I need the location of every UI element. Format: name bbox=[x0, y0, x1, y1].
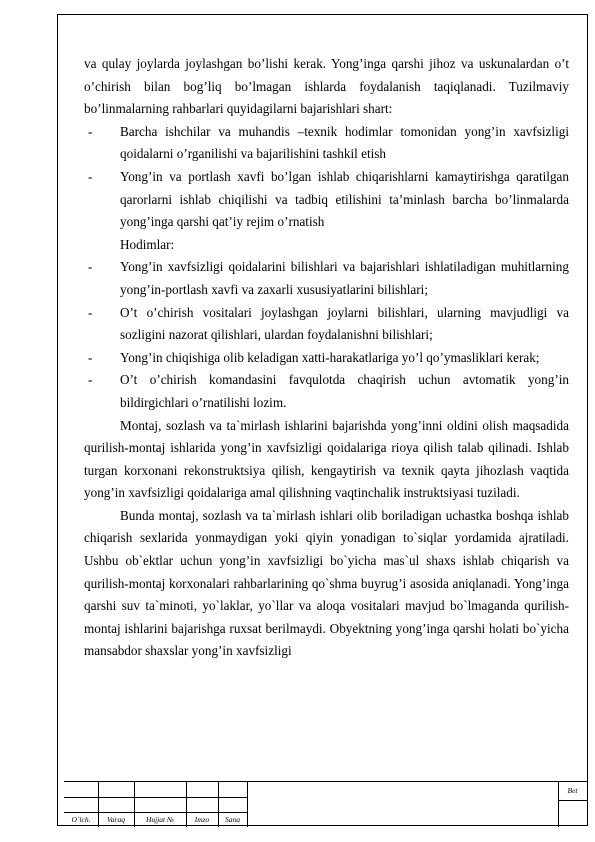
list-item-text: Barcha ishchilar va muhandis –texnik hodimlar tomonidan yong’in xavfsizligi qoidalarni o’rganilishi va bajarilishini tashkil etish bbox=[120, 123, 569, 162]
list-item bbox=[84, 369, 569, 414]
list-item bbox=[84, 166, 569, 234]
stamp-label-varaq: Varaq bbox=[107, 815, 125, 824]
stamp-label-bet: Bet bbox=[567, 786, 578, 795]
stamp-row-line bbox=[64, 812, 247, 813]
document-body bbox=[84, 53, 569, 663]
list-item-text: Yong’in xavfsizligi qoidalarini bilishlari va bajarishlari ishlatiladigan muhitlarning yong’in-portlash xavfi va zaxarli xususiyatlarini bilishlari; bbox=[120, 259, 569, 297]
list-item bbox=[84, 347, 569, 370]
staff-heading: Hodimlar: bbox=[120, 236, 175, 252]
list-item-text: Yong’in chiqishiga olib keladigan xatti-harakatlariga yo’l qo’ymasliklari kerak; bbox=[120, 349, 540, 365]
paragraph-montaj: Montaj, sozlash va ta`mirlash ishlarini bajarishda yong’inni oldini olish maqsadida qurilish-montaj ishlarida yong’in xavfsizligi qoidalariga rioya qilish talab qilinadi. Ishlab turgan korxonani rekonstruktsiya qilish, kengaytirish va texnik qayta jihozlash vaqtida yong’in xavfsizligi qoidalariga amal qilishning vaqtinchalik instruktsiyasi tuziladi. bbox=[84, 417, 569, 501]
stamp-row-line bbox=[64, 797, 247, 798]
list-item-text: O’t o’chirish komandasini favqulotda chaqirish uchun avtomatik yong’in bildirgichlari o’rnatilishi lozim. bbox=[120, 372, 569, 410]
bullet-dash: - bbox=[88, 304, 93, 320]
bullet-dash: - bbox=[88, 168, 93, 184]
list-item-text: Yong’in va portlash xavfi bo’lgan ishlab chiqarishlarni kamaytirishga qaratilgan qarorlarni ishlab chiqilishi va tadbiq etilishini ta’minlash barcha bo’linmalarda yong’inga qarshi qat’iy rejim o’rnatish bbox=[120, 168, 569, 230]
stamp-label-och: O`lch. bbox=[71, 815, 91, 824]
list-item bbox=[84, 121, 569, 166]
stamp-label-hujjat: Hujjat № bbox=[145, 815, 175, 824]
stamp-row-line bbox=[558, 800, 587, 801]
stamp-label-imzo: Imzo bbox=[194, 815, 210, 824]
title-block-stamp bbox=[64, 781, 587, 827]
stamp-divider bbox=[247, 782, 248, 827]
paragraph-bunda: Bunda montaj, sozlash va ta`mirlash ishlari olib boriladigan uchastka boshqa ishlab chiqarish sexlarida yonmaydigan yoki qiyin yonadigan to`siqlar yordamida ajratiladi. Ushbu ob`ektlar uchun yong’in xavfsizligi bo`yicha mas`ul shaxs ishlab chiqarish va qurilish-montaj korxonalari rahbarlarining qo`shma buyrug’i asosida aniqlanadi. Yong’inga qarshi suv ta`minoti, yo`laklar, yo`llar va aloqa vositalari mavjud bo`lmaganda qurilish-montaj ishlarini bajarishga ruxsat berilmaydi. Obyektning yong’inga qarshi holati bo`yicha mansabdor shaxslar yong’in xavfsizligi bbox=[84, 507, 569, 659]
paragraph-intro: va qulay joylarda joylashgan bo’lishi kerak. Yong’inga qarshi jihoz va uskunalardan o’t o’chirish bilan bog’liq bo’lmagan ishlarda foydalanish taqiqlanadi. Tuzilmaviy bo’linmalarning rahbarlari quyidagilarni bajarishlari shart: bbox=[84, 56, 569, 117]
bullet-dash: - bbox=[88, 349, 93, 365]
stamp-label-sana: Sana bbox=[225, 815, 240, 824]
list-item bbox=[84, 256, 569, 301]
bullet-dash: - bbox=[88, 259, 93, 275]
bullet-dash: - bbox=[88, 372, 93, 388]
list-item bbox=[84, 302, 569, 347]
bullet-dash: - bbox=[88, 123, 93, 139]
list-item-text: O’t o’chirish vositalari joylashgan joylarni bilishlari, ularning mavjudligi va sozligini nazorat qilishlari, ulardan foydalanishni bilishlari; bbox=[120, 304, 569, 343]
